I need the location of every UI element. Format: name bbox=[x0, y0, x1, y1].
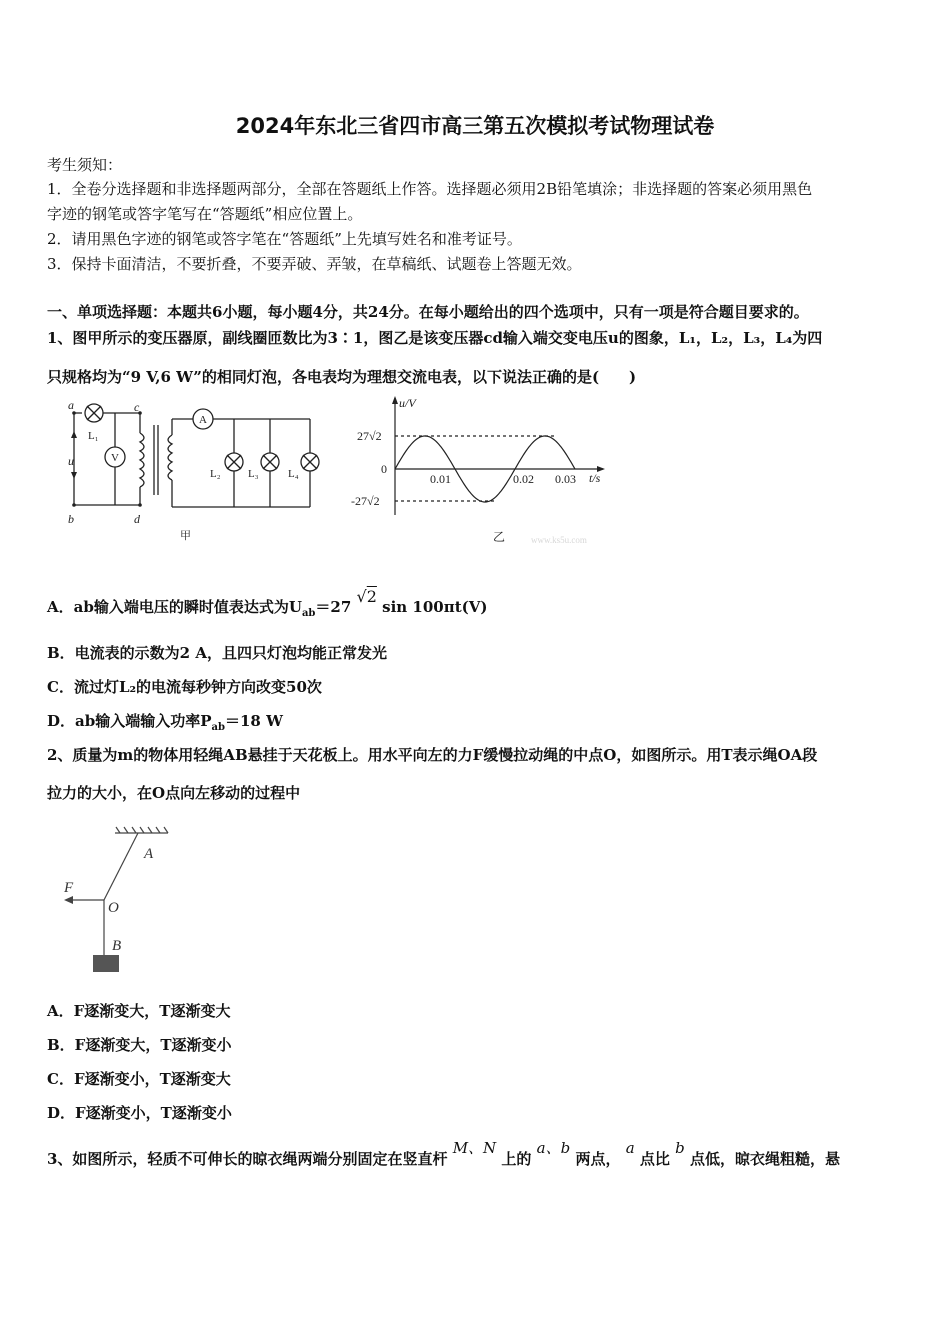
q3-text-3: 两点， bbox=[575, 1150, 621, 1168]
q1-option-d[interactable] bbox=[47, 710, 283, 733]
figure-jia-caption: 甲 bbox=[180, 530, 191, 542]
q1-option-d-subscript: ab bbox=[211, 722, 225, 733]
label-l2: L₂ bbox=[210, 468, 221, 480]
label-c: c bbox=[134, 400, 140, 414]
section-heading: 一、单项选择题：本题共6小题，每小题4分，共24分。在每小题给出的四个选项中，只有一项是符合题目要求的。 bbox=[47, 303, 809, 321]
label-l4: L₄ bbox=[288, 468, 299, 480]
label-a-meter: A bbox=[199, 414, 207, 426]
q3-poles-mn: M、N bbox=[452, 1139, 497, 1157]
x-tick-001: 0.01 bbox=[430, 472, 451, 486]
x-tick-002: 0.02 bbox=[513, 472, 534, 486]
label-point-b: B bbox=[112, 938, 122, 954]
label-point-a: A bbox=[144, 846, 154, 862]
label-l3: L₃ bbox=[248, 468, 259, 480]
label-d: d bbox=[134, 512, 140, 526]
label-v: V bbox=[111, 452, 119, 464]
q1-option-a-subscript: ab bbox=[301, 608, 316, 619]
q1-stem-line-1: 1、图甲所示的变压器原，副线圈匝数比为3∶1，图乙是该变压器cd输入端交变电压u的图象，L₁，L₂，L₃，L₄为四 bbox=[47, 329, 823, 347]
q3-text-4: 点比 bbox=[639, 1150, 670, 1168]
notice-line-3: 2．请用黑色字迹的钢笔或答字笔在“答题纸”上先填写姓名和准考证号。 bbox=[47, 230, 522, 248]
q3-text-2: 上的 bbox=[501, 1150, 532, 1168]
q2-option-c[interactable]: C．F逐渐变小，T逐渐变大 bbox=[47, 1070, 231, 1088]
rope-force-figure bbox=[60, 825, 180, 975]
q1-option-d-tail: ＝18 W bbox=[224, 712, 283, 730]
q2-stem-line-2: 拉力的大小，在O点向左移动的过程中 bbox=[47, 784, 301, 802]
page-title: 2024年东北三省四市高三第五次模拟考试物理试卷 bbox=[235, 114, 715, 138]
x-axis-label: t/s bbox=[589, 471, 601, 485]
q2-option-d[interactable]: D．F逐渐变小，T逐渐变小 bbox=[47, 1104, 232, 1122]
label-b: b bbox=[68, 512, 74, 526]
figure-yi-caption: 乙 bbox=[493, 530, 506, 544]
q1-option-b[interactable]: B．电流表的示数为2 A，且四只灯泡均能正常发光 bbox=[47, 644, 387, 662]
q3-text-5: 点低，晾衣绳粗糙，悬 bbox=[689, 1150, 840, 1168]
q1-option-a-tail: sin 100πt(V) bbox=[376, 598, 488, 616]
label-u: u bbox=[68, 454, 74, 468]
label-a: a bbox=[68, 398, 74, 412]
q3-text-1: 3、如图所示，轻质不可伸长的晾衣绳两端分别固定在竖直杆 bbox=[47, 1150, 448, 1168]
q1-option-d-text: D．ab输入端输入功率P bbox=[47, 712, 212, 730]
q1-option-c[interactable]: C．流过灯L₂的电流每秒钟方向改变50次 bbox=[47, 678, 322, 696]
y-max-label: 27√2 bbox=[357, 429, 382, 443]
q3-points-ab: a、b bbox=[536, 1139, 571, 1157]
q1-stem-line-2: 只规格均为“9 V,6 W”的相同灯泡，各电表均为理想交流电表，以下说法正确的是( ) bbox=[47, 368, 637, 386]
q3-point-b: b bbox=[675, 1139, 685, 1157]
q2-option-a[interactable]: A．F逐渐变大，T逐渐变大 bbox=[47, 1002, 231, 1020]
q1-option-a[interactable] bbox=[47, 587, 488, 619]
q1-option-a-coef: ＝27 bbox=[315, 598, 352, 616]
x-tick-003: 0.03 bbox=[555, 472, 576, 486]
q2-option-b[interactable]: B．F逐渐变大，T逐渐变小 bbox=[47, 1036, 232, 1054]
y-min-label: -27√2 bbox=[351, 494, 380, 508]
watermark: www.ks5u.com bbox=[531, 535, 587, 545]
sqrt-sign: √2 bbox=[356, 587, 377, 606]
y-axis-label: u/V bbox=[399, 396, 416, 410]
transformer-circuit-figure bbox=[60, 395, 330, 550]
notice-line-2: 字迹的钢笔或答字笔写在“答题纸”相应位置上。 bbox=[47, 205, 363, 223]
weight-block bbox=[93, 955, 119, 972]
q3-stem-line-1 bbox=[47, 1139, 840, 1169]
notice-line-1: 1．全卷分选择题和非选择题两部分，全部在答题纸上作答。选择题必须用2B铅笔填涂；非选择题的答案必须用黑色 bbox=[47, 180, 813, 198]
label-l1: L₁ bbox=[88, 430, 99, 442]
q2-stem-line-1: 2、质量为m的物体用轻绳AB悬挂于天花板上。用水平向左的力F缓慢拉动绳的中点O，如图所示。用T表示绳OA段 bbox=[47, 746, 818, 764]
label-point-o: O bbox=[108, 900, 119, 916]
notice-line-4: 3．保持卡面清洁，不要折叠，不要弄破、弄皱，在草稿纸、试题卷上答题无效。 bbox=[47, 255, 582, 273]
origin-label: 0 bbox=[381, 462, 387, 476]
label-force-f: F bbox=[64, 880, 74, 896]
notice-heading: 考生须知： bbox=[47, 156, 123, 174]
q3-point-a: a bbox=[625, 1139, 635, 1157]
voltage-waveform-figure bbox=[345, 393, 615, 553]
q1-option-a-text: A．ab输入端电压的瞬时值表达式为U bbox=[47, 598, 302, 616]
